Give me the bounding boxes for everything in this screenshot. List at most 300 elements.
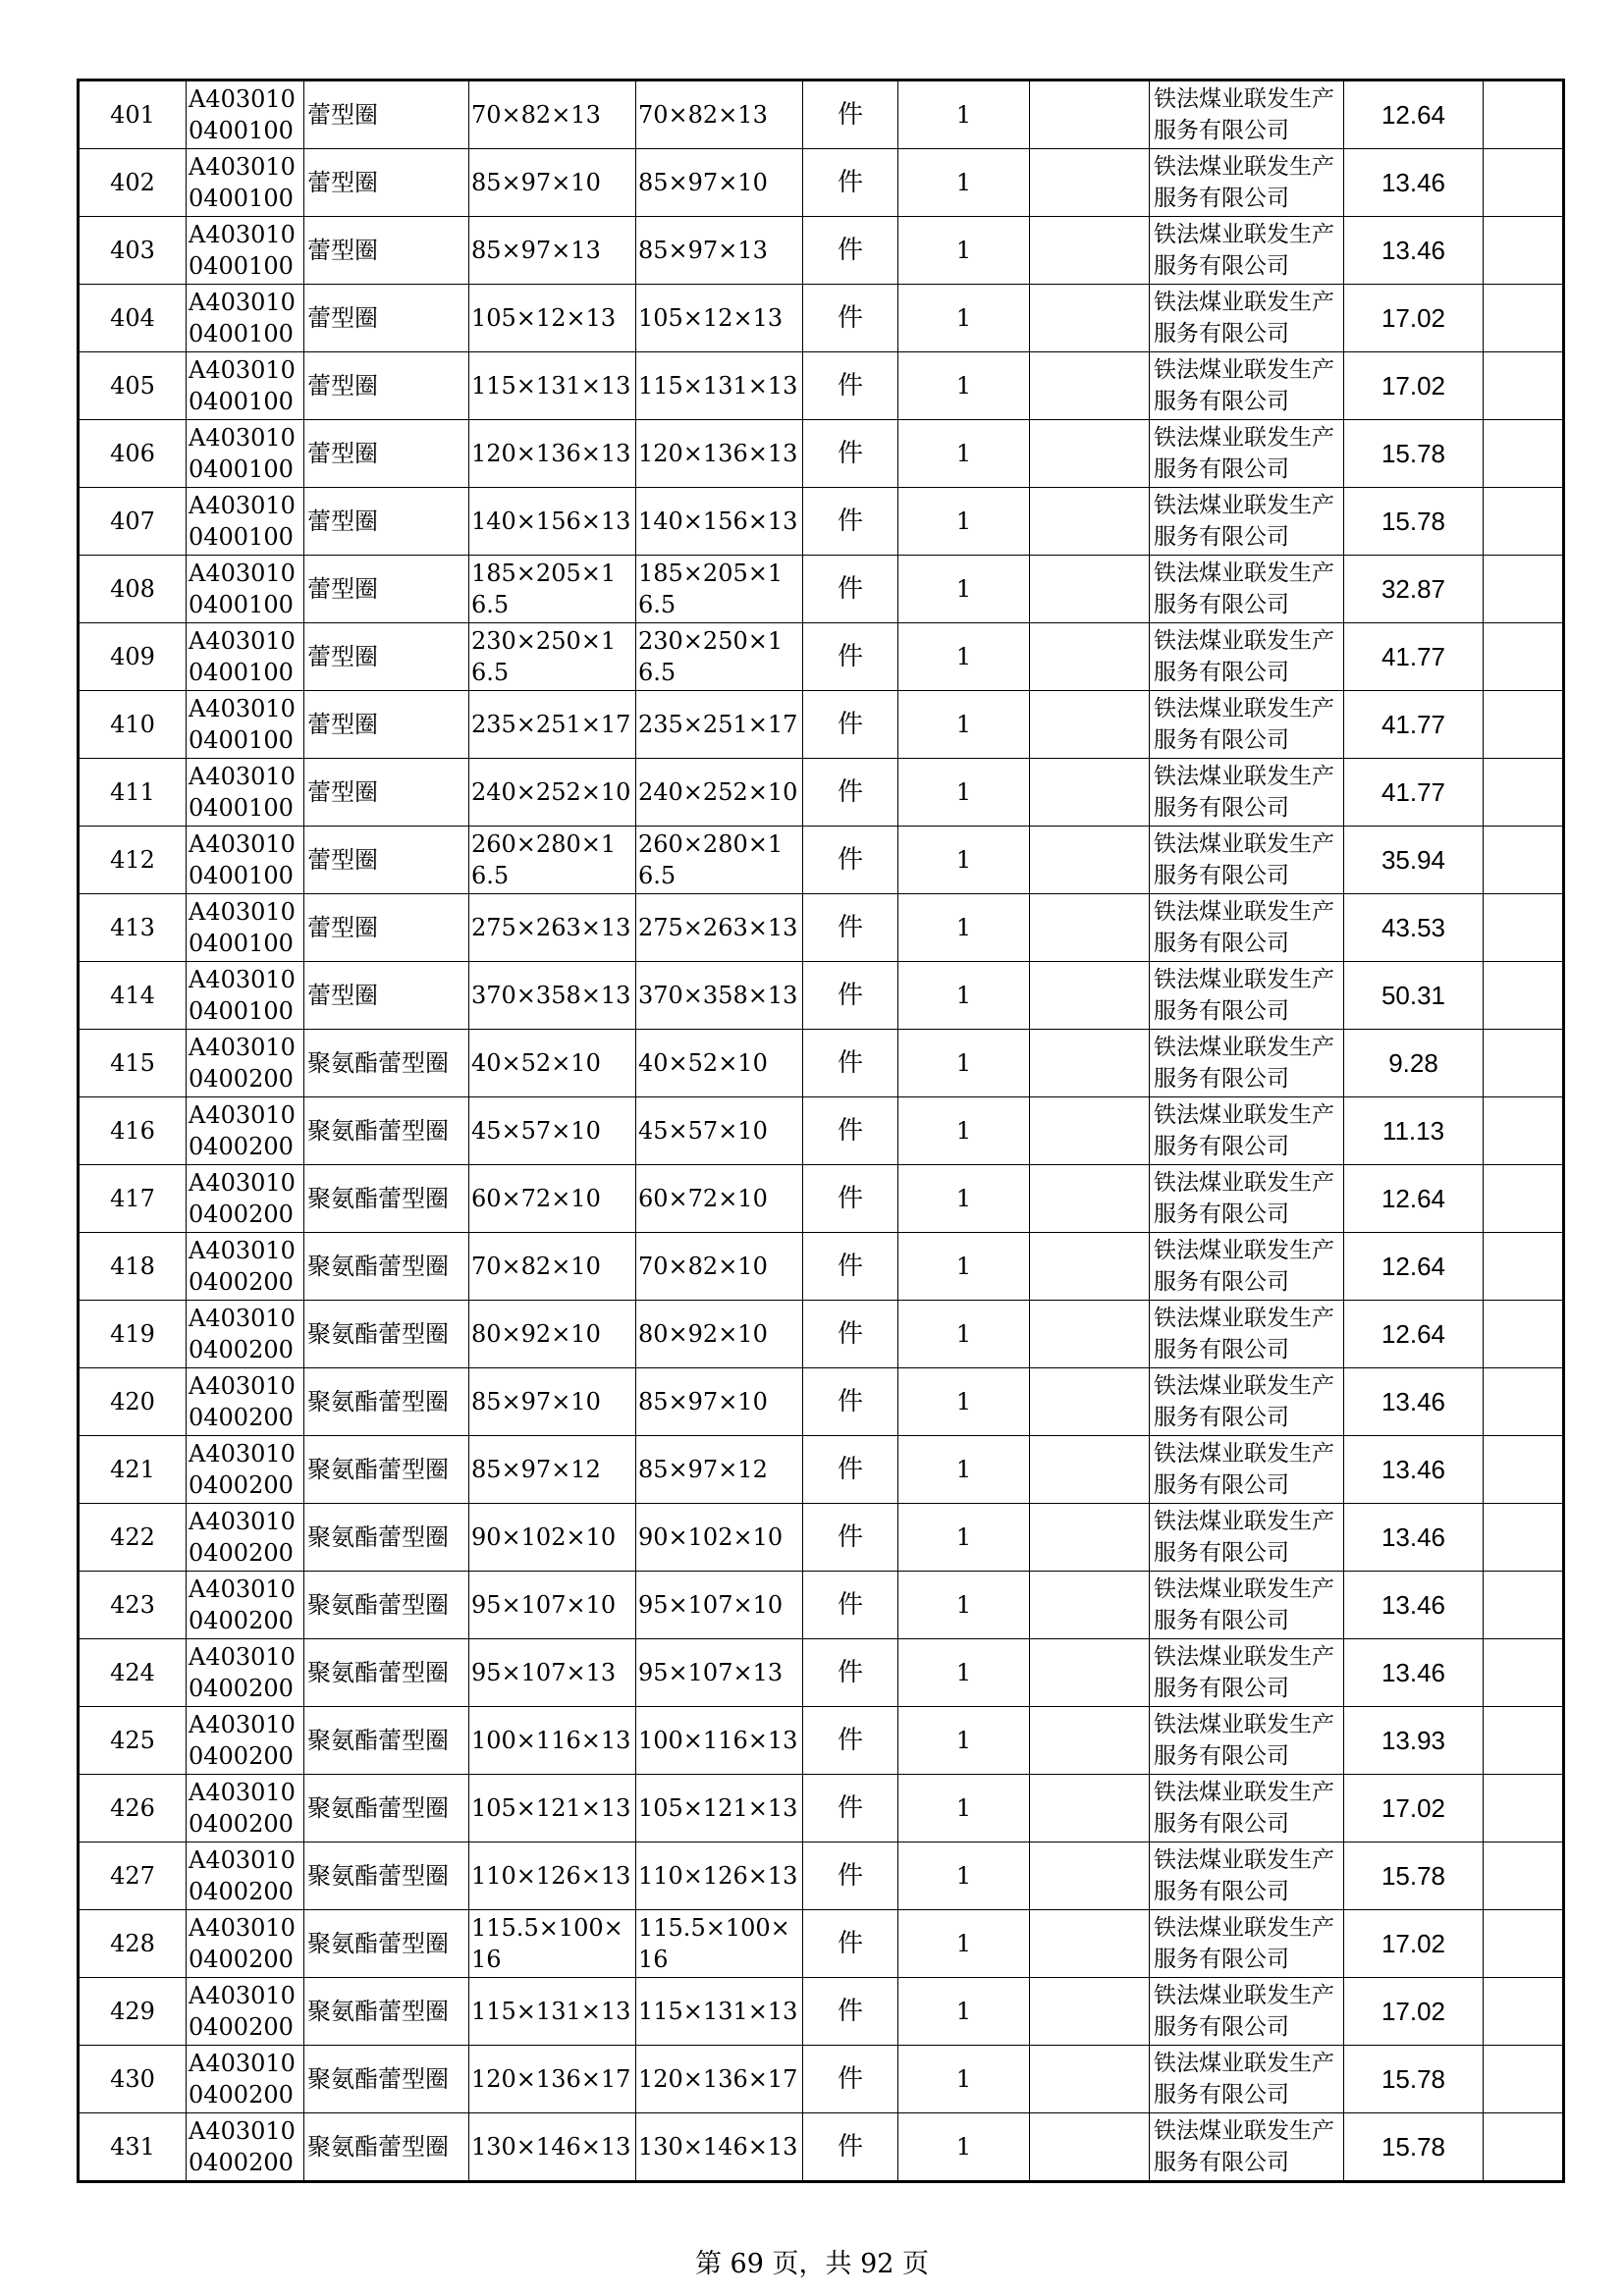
remark-cell [1484,285,1564,352]
item-name-cell: 聚氨酯蕾型圈 [304,1572,469,1639]
unit-cell: 件 [803,556,898,623]
remark-cell [1484,1368,1564,1436]
price-cell: 41.77 [1344,759,1484,827]
note-cell [1030,420,1150,488]
material-code-cell: A4030100400100 [187,80,304,149]
material-code-cell: A4030100400100 [187,691,304,759]
unit-cell: 件 [803,1233,898,1301]
spec-cell: 105×12×13 [469,285,636,352]
note-cell [1030,1978,1150,2046]
unit-cell: 件 [803,352,898,420]
model-cell: 120×136×17 [636,2046,803,2113]
row-seq-cell: 417 [79,1165,187,1233]
table-row [79,1165,1564,1233]
price-cell: 41.77 [1344,623,1484,691]
item-name-cell: 聚氨酯蕾型圈 [304,1842,469,1910]
item-name-cell: 蕾型圈 [304,962,469,1030]
quantity-cell: 1 [898,80,1030,149]
row-seq-cell: 429 [79,1978,187,2046]
material-code-cell: A4030100400200 [187,1978,304,2046]
quantity-cell: 1 [898,1233,1030,1301]
price-cell: 41.77 [1344,691,1484,759]
note-cell [1030,285,1150,352]
item-name-cell: 蕾型圈 [304,149,469,217]
spec-cell: 40×52×10 [469,1030,636,1097]
supplier-cell: 铁法煤业联发生产服务有限公司 [1150,488,1344,556]
table-row [79,623,1564,691]
supplier-cell: 铁法煤业联发生产服务有限公司 [1150,285,1344,352]
material-code-cell: A4030100400200 [187,1775,304,1842]
unit-cell: 件 [803,420,898,488]
model-cell: 235×251×17 [636,691,803,759]
item-name-cell: 聚氨酯蕾型圈 [304,1775,469,1842]
note-cell [1030,1368,1150,1436]
quantity-cell: 1 [898,1775,1030,1842]
row-seq-cell: 431 [79,2113,187,2182]
remark-cell [1484,1978,1564,2046]
price-cell: 13.46 [1344,1639,1484,1707]
note-cell [1030,1301,1150,1368]
price-cell: 15.78 [1344,488,1484,556]
unit-cell: 件 [803,488,898,556]
row-seq-cell: 404 [79,285,187,352]
quantity-cell: 1 [898,149,1030,217]
quantity-cell: 1 [898,352,1030,420]
supplier-cell: 铁法煤业联发生产服务有限公司 [1150,80,1344,149]
material-code-cell: A4030100400200 [187,1030,304,1097]
spec-cell: 120×136×17 [469,2046,636,2113]
supplier-cell: 铁法煤业联发生产服务有限公司 [1150,1301,1344,1368]
note-cell [1030,556,1150,623]
material-code-cell: A4030100400200 [187,1097,304,1165]
model-cell: 85×97×10 [636,149,803,217]
item-name-cell: 聚氨酯蕾型圈 [304,1504,469,1572]
material-code-cell: A4030100400200 [187,1842,304,1910]
model-cell: 115×131×13 [636,352,803,420]
item-name-cell: 蕾型圈 [304,420,469,488]
unit-cell: 件 [803,1842,898,1910]
item-name-cell: 蕾型圈 [304,80,469,149]
material-code-cell: A4030100400100 [187,149,304,217]
item-name-cell: 蕾型圈 [304,217,469,285]
supplier-cell: 铁法煤业联发生产服务有限公司 [1150,1097,1344,1165]
spec-cell: 45×57×10 [469,1097,636,1165]
quantity-cell: 1 [898,759,1030,827]
table-row [79,80,1564,149]
note-cell [1030,1436,1150,1504]
item-name-cell: 聚氨酯蕾型圈 [304,1978,469,2046]
note-cell [1030,1910,1150,1978]
model-cell: 105×12×13 [636,285,803,352]
remark-cell [1484,1436,1564,1504]
row-seq-cell: 402 [79,149,187,217]
unit-cell: 件 [803,1097,898,1165]
model-cell: 115.5×100×16 [636,1910,803,1978]
price-list-table [77,79,1565,2183]
item-name-cell: 蕾型圈 [304,556,469,623]
row-seq-cell: 424 [79,1639,187,1707]
price-cell: 50.31 [1344,962,1484,1030]
remark-cell [1484,1775,1564,1842]
row-seq-cell: 420 [79,1368,187,1436]
material-code-cell: A4030100400200 [187,1233,304,1301]
table-row [79,1707,1564,1775]
quantity-cell: 1 [898,1504,1030,1572]
unit-cell: 件 [803,1978,898,2046]
item-name-cell: 蕾型圈 [304,827,469,894]
note-cell [1030,691,1150,759]
remark-cell [1484,1030,1564,1097]
row-seq-cell: 416 [79,1097,187,1165]
spec-cell: 85×97×13 [469,217,636,285]
quantity-cell: 1 [898,556,1030,623]
spec-cell: 70×82×10 [469,1233,636,1301]
spec-cell: 115×131×13 [469,1978,636,2046]
spec-cell: 90×102×10 [469,1504,636,1572]
remark-cell [1484,962,1564,1030]
item-name-cell: 聚氨酯蕾型圈 [304,1910,469,1978]
note-cell [1030,1030,1150,1097]
quantity-cell: 1 [898,827,1030,894]
supplier-cell: 铁法煤业联发生产服务有限公司 [1150,623,1344,691]
remark-cell [1484,1097,1564,1165]
note-cell [1030,217,1150,285]
unit-cell: 件 [803,1910,898,1978]
row-seq-cell: 426 [79,1775,187,1842]
unit-cell: 件 [803,1165,898,1233]
price-cell: 32.87 [1344,556,1484,623]
quantity-cell: 1 [898,691,1030,759]
price-cell: 17.02 [1344,285,1484,352]
row-seq-cell: 403 [79,217,187,285]
quantity-cell: 1 [898,1097,1030,1165]
spec-cell: 100×116×13 [469,1707,636,1775]
quantity-cell: 1 [898,217,1030,285]
quantity-cell: 1 [898,894,1030,962]
material-code-cell: A4030100400200 [187,1572,304,1639]
page-footer [0,2242,1624,2280]
unit-cell: 件 [803,1775,898,1842]
supplier-cell: 铁法煤业联发生产服务有限公司 [1150,1504,1344,1572]
unit-cell: 件 [803,149,898,217]
item-name-cell: 蕾型圈 [304,623,469,691]
table-row [79,1775,1564,1842]
material-code-cell: A4030100400100 [187,217,304,285]
unit-cell: 件 [803,1504,898,1572]
spec-cell: 60×72×10 [469,1165,636,1233]
material-code-cell: A4030100400200 [187,1436,304,1504]
row-seq-cell: 409 [79,623,187,691]
supplier-cell: 铁法煤业联发生产服务有限公司 [1150,1165,1344,1233]
remark-cell [1484,1233,1564,1301]
price-cell: 17.02 [1344,1910,1484,1978]
supplier-cell: 铁法煤业联发生产服务有限公司 [1150,556,1344,623]
price-cell: 43.53 [1344,894,1484,962]
quantity-cell: 1 [898,623,1030,691]
supplier-cell: 铁法煤业联发生产服务有限公司 [1150,1368,1344,1436]
spec-cell: 185×205×16.5 [469,556,636,623]
supplier-cell: 铁法煤业联发生产服务有限公司 [1150,1639,1344,1707]
note-cell [1030,1707,1150,1775]
supplier-cell: 铁法煤业联发生产服务有限公司 [1150,1978,1344,2046]
material-code-cell: A4030100400100 [187,285,304,352]
model-cell: 90×102×10 [636,1504,803,1572]
item-name-cell: 聚氨酯蕾型圈 [304,1368,469,1436]
remark-cell [1484,488,1564,556]
table-row [79,352,1564,420]
note-cell [1030,759,1150,827]
model-cell: 185×205×16.5 [636,556,803,623]
table-row [79,1910,1564,1978]
material-code-cell: A4030100400100 [187,759,304,827]
item-name-cell: 聚氨酯蕾型圈 [304,1301,469,1368]
table-row [79,420,1564,488]
material-code-cell: A4030100400100 [187,623,304,691]
material-code-cell: A4030100400100 [187,556,304,623]
item-name-cell: 聚氨酯蕾型圈 [304,1707,469,1775]
spec-cell: 110×126×13 [469,1842,636,1910]
table-body [79,80,1564,2182]
model-cell: 45×57×10 [636,1097,803,1165]
spec-cell: 85×97×10 [469,1368,636,1436]
spec-cell: 70×82×13 [469,80,636,149]
model-cell: 95×107×13 [636,1639,803,1707]
note-cell [1030,1097,1150,1165]
note-cell [1030,149,1150,217]
spec-cell: 120×136×13 [469,420,636,488]
quantity-cell: 1 [898,1301,1030,1368]
unit-cell: 件 [803,691,898,759]
unit-cell: 件 [803,1301,898,1368]
quantity-cell: 1 [898,1639,1030,1707]
table-row [79,217,1564,285]
model-cell: 95×107×10 [636,1572,803,1639]
quantity-cell: 1 [898,1030,1030,1097]
remark-cell [1484,217,1564,285]
price-cell: 13.46 [1344,1436,1484,1504]
price-cell: 13.46 [1344,217,1484,285]
table-row [79,1030,1564,1097]
row-seq-cell: 410 [79,691,187,759]
row-seq-cell: 427 [79,1842,187,1910]
supplier-cell: 铁法煤业联发生产服务有限公司 [1150,420,1344,488]
supplier-cell: 铁法煤业联发生产服务有限公司 [1150,352,1344,420]
price-cell: 12.64 [1344,1301,1484,1368]
row-seq-cell: 422 [79,1504,187,1572]
spec-cell: 130×146×13 [469,2113,636,2182]
note-cell [1030,1233,1150,1301]
remark-cell [1484,691,1564,759]
price-cell: 12.64 [1344,1165,1484,1233]
material-code-cell: A4030100400200 [187,2046,304,2113]
item-name-cell: 聚氨酯蕾型圈 [304,1165,469,1233]
unit-cell: 件 [803,1030,898,1097]
supplier-cell: 铁法煤业联发生产服务有限公司 [1150,1775,1344,1842]
row-seq-cell: 428 [79,1910,187,1978]
price-cell: 17.02 [1344,1775,1484,1842]
quantity-cell: 1 [898,1978,1030,2046]
quantity-cell: 1 [898,1436,1030,1504]
supplier-cell: 铁法煤业联发生产服务有限公司 [1150,691,1344,759]
supplier-cell: 铁法煤业联发生产服务有限公司 [1150,217,1344,285]
remark-cell [1484,420,1564,488]
item-name-cell: 聚氨酯蕾型圈 [304,1436,469,1504]
spec-cell: 235×251×17 [469,691,636,759]
model-cell: 275×263×13 [636,894,803,962]
spec-cell: 240×252×10 [469,759,636,827]
model-cell: 80×92×10 [636,1301,803,1368]
note-cell [1030,827,1150,894]
table-row [79,1639,1564,1707]
row-seq-cell: 425 [79,1707,187,1775]
quantity-cell: 1 [898,1707,1030,1775]
table-row [79,149,1564,217]
remark-cell [1484,1707,1564,1775]
remark-cell [1484,759,1564,827]
spec-cell: 275×263×13 [469,894,636,962]
note-cell [1030,962,1150,1030]
unit-cell: 件 [803,1707,898,1775]
table-row [79,962,1564,1030]
quantity-cell: 1 [898,1165,1030,1233]
item-name-cell: 聚氨酯蕾型圈 [304,2046,469,2113]
remark-cell [1484,894,1564,962]
row-seq-cell: 401 [79,80,187,149]
row-seq-cell: 406 [79,420,187,488]
model-cell: 85×97×12 [636,1436,803,1504]
spec-cell: 95×107×10 [469,1572,636,1639]
quantity-cell: 1 [898,1368,1030,1436]
model-cell: 70×82×13 [636,80,803,149]
spec-cell: 105×121×13 [469,1775,636,1842]
remark-cell [1484,1165,1564,1233]
spec-cell: 140×156×13 [469,488,636,556]
remark-cell [1484,2046,1564,2113]
item-name-cell: 聚氨酯蕾型圈 [304,2113,469,2182]
price-cell: 15.78 [1344,1842,1484,1910]
model-cell: 260×280×16.5 [636,827,803,894]
material-code-cell: A4030100400200 [187,1368,304,1436]
material-code-cell: A4030100400100 [187,827,304,894]
model-cell: 60×72×10 [636,1165,803,1233]
remark-cell [1484,1910,1564,1978]
table-row [79,827,1564,894]
material-code-cell: A4030100400200 [187,1910,304,1978]
table-row [79,2046,1564,2113]
material-code-cell: A4030100400200 [187,1301,304,1368]
row-seq-cell: 413 [79,894,187,962]
model-cell: 130×146×13 [636,2113,803,2182]
unit-cell: 件 [803,1572,898,1639]
material-code-cell: A4030100400200 [187,1639,304,1707]
remark-cell [1484,1842,1564,1910]
row-seq-cell: 412 [79,827,187,894]
table-row [79,556,1564,623]
material-code-cell: A4030100400200 [187,1165,304,1233]
supplier-cell: 铁法煤业联发生产服务有限公司 [1150,962,1344,1030]
note-cell [1030,80,1150,149]
remark-cell [1484,623,1564,691]
price-cell: 13.46 [1344,1368,1484,1436]
unit-cell: 件 [803,2113,898,2182]
item-name-cell: 蕾型圈 [304,285,469,352]
supplier-cell: 铁法煤业联发生产服务有限公司 [1150,1030,1344,1097]
model-cell: 230×250×16.5 [636,623,803,691]
remark-cell [1484,827,1564,894]
note-cell [1030,1504,1150,1572]
supplier-cell: 铁法煤业联发生产服务有限公司 [1150,149,1344,217]
quantity-cell: 1 [898,2113,1030,2182]
note-cell [1030,623,1150,691]
remark-cell [1484,352,1564,420]
model-cell: 70×82×10 [636,1233,803,1301]
row-seq-cell: 408 [79,556,187,623]
table-row [79,759,1564,827]
quantity-cell: 1 [898,1572,1030,1639]
unit-cell: 件 [803,623,898,691]
supplier-cell: 铁法煤业联发生产服务有限公司 [1150,759,1344,827]
table-row [79,1978,1564,2046]
supplier-cell: 铁法煤业联发生产服务有限公司 [1150,1572,1344,1639]
row-seq-cell: 421 [79,1436,187,1504]
unit-cell: 件 [803,285,898,352]
price-cell: 13.46 [1344,1572,1484,1639]
note-cell [1030,1572,1150,1639]
item-name-cell: 蕾型圈 [304,691,469,759]
table-row [79,1301,1564,1368]
note-cell [1030,1842,1150,1910]
table-row [79,1504,1564,1572]
price-cell: 12.64 [1344,80,1484,149]
quantity-cell: 1 [898,285,1030,352]
quantity-cell: 1 [898,1910,1030,1978]
unit-cell: 件 [803,2046,898,2113]
unit-cell: 件 [803,759,898,827]
table-row [79,894,1564,962]
quantity-cell: 1 [898,2046,1030,2113]
material-code-cell: A4030100400100 [187,352,304,420]
supplier-cell: 铁法煤业联发生产服务有限公司 [1150,1707,1344,1775]
item-name-cell: 聚氨酯蕾型圈 [304,1639,469,1707]
item-name-cell: 聚氨酯蕾型圈 [304,1233,469,1301]
model-cell: 100×116×13 [636,1707,803,1775]
price-cell: 13.93 [1344,1707,1484,1775]
remark-cell [1484,1301,1564,1368]
table-row [79,488,1564,556]
unit-cell: 件 [803,80,898,149]
remark-cell [1484,1572,1564,1639]
model-cell: 85×97×10 [636,1368,803,1436]
model-cell: 105×121×13 [636,1775,803,1842]
note-cell [1030,1639,1150,1707]
quantity-cell: 1 [898,488,1030,556]
model-cell: 370×358×13 [636,962,803,1030]
quantity-cell: 1 [898,1842,1030,1910]
model-cell: 120×136×13 [636,420,803,488]
unit-cell: 件 [803,962,898,1030]
row-seq-cell: 414 [79,962,187,1030]
unit-cell: 件 [803,1368,898,1436]
table-row [79,285,1564,352]
item-name-cell: 蕾型圈 [304,352,469,420]
spec-cell: 95×107×13 [469,1639,636,1707]
item-name-cell: 蕾型圈 [304,488,469,556]
item-name-cell: 聚氨酯蕾型圈 [304,1097,469,1165]
price-cell: 15.78 [1344,2046,1484,2113]
spec-cell: 115.5×100×16 [469,1910,636,1978]
table-row [79,1842,1564,1910]
row-seq-cell: 407 [79,488,187,556]
